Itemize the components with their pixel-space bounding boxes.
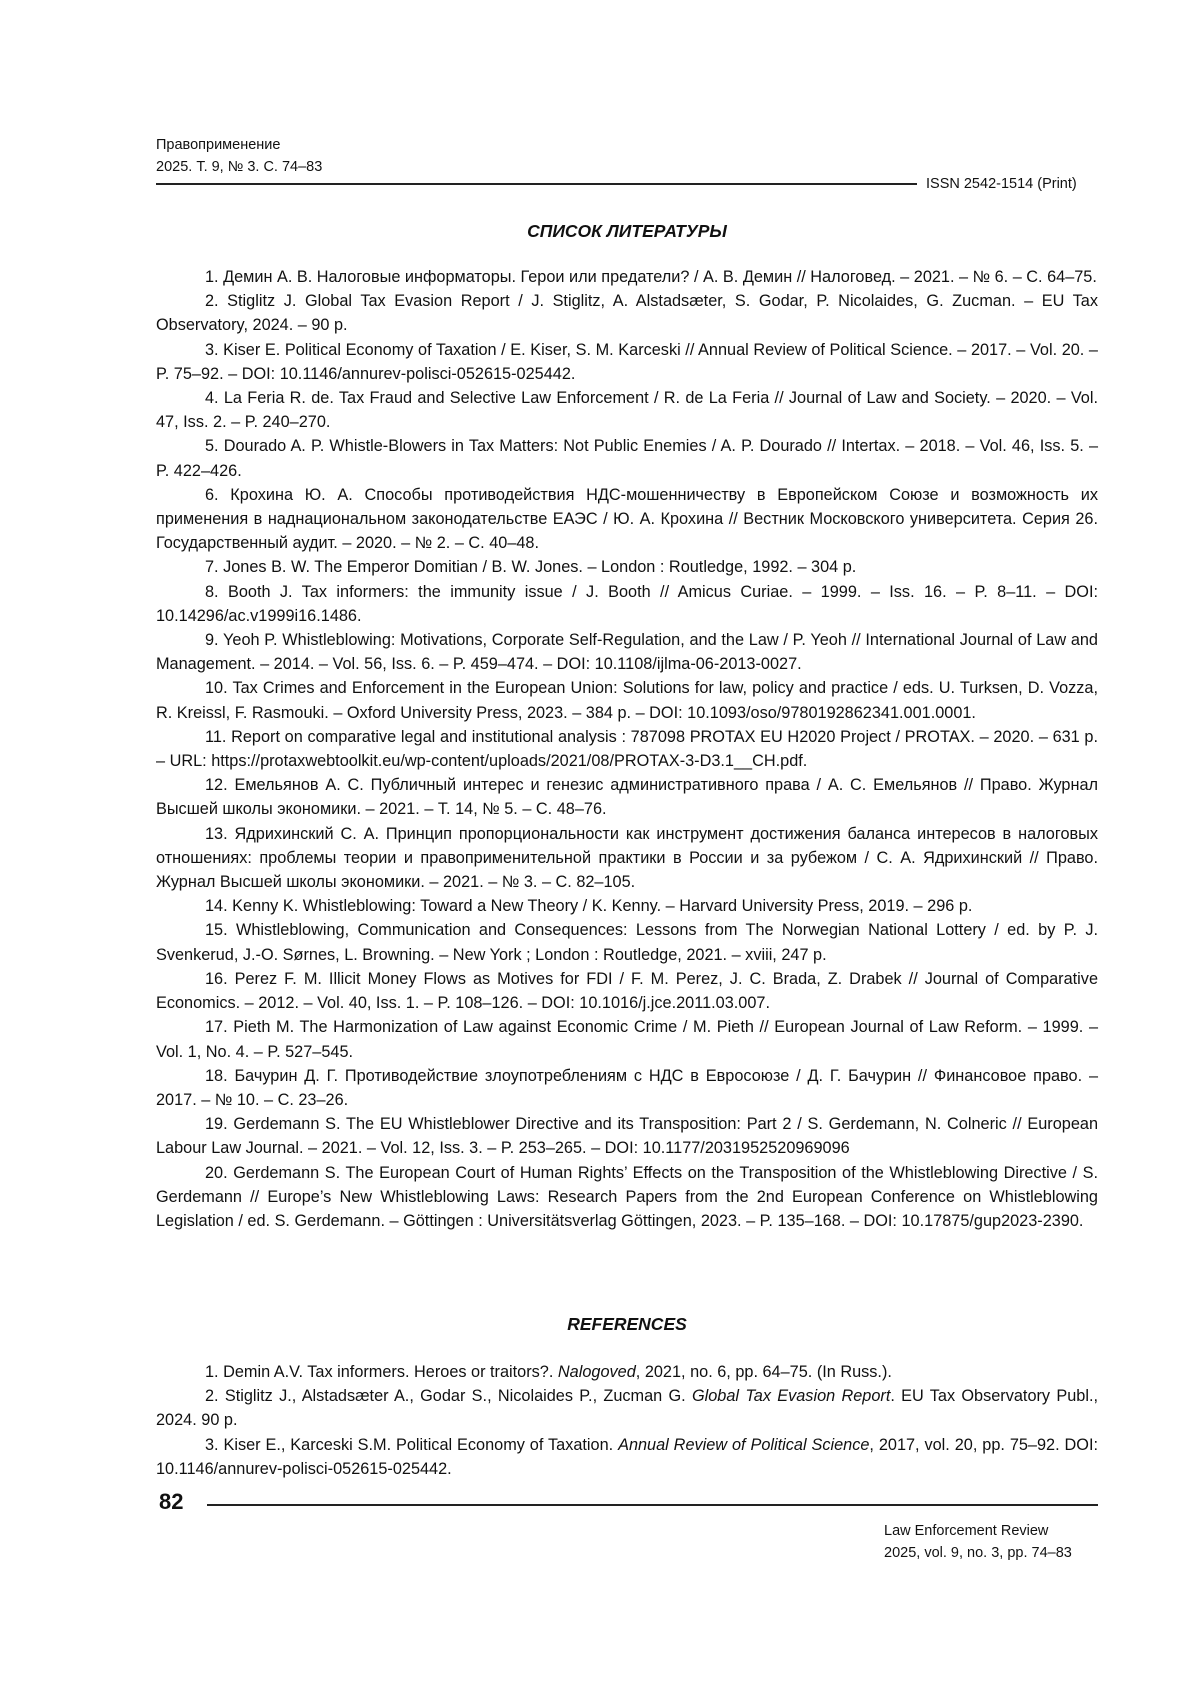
reference-item: 14. Kenny K. Whistleblowing: Toward a New Theory / K. Kenny. – Harvard University Press, 2019. – 296 p. [205,897,973,916]
russian-references-title: СПИСОК ЛИТЕРАТУРЫ [527,221,727,241]
reference-item: 16. Perez F. M. Illicit Money Flows as Motives for FDI / F. M. Perez, J. C. Brada, Z. Drabek // Journal of Comparative Economics. – 2012. – Vol. 40, Iss. 1. – P. 108–126. – DOI: 10.1016/j.jce.2011.03.007. [156,969,1098,1013]
reference-item: 10. Tax Crimes and Enforcement in the European Union: Solutions for law, policy and practice / eds. U. Turksen, D. Vozza, R. Kreissl, F. Rasmouki. – Oxford University Press, 2023. – 384 p. – DOI: 10.1093/oso/9780192862341.001.0001. [156,679,1098,722]
page-number: 82 [159,1489,184,1514]
english-references-title: REFERENCES [567,1314,687,1334]
reference-item: 12. Емельянов А. С. Публичный интерес и генезис административного права / А. С. Емельянов // Право. Журнал Высшей школы экономики. – 2021. – Т. 14, № 5. – С. 48–76. [156,776,1098,819]
reference-item: 13. Ядрихинский С. А. Принцип пропорциональности как инструмент достижения баланса интересов в налоговых отношениях: проблемы теории и правоприменительной практики в России и за рубежом / С. А. Ядрихинский // Право. Журнал Высшей школы экономики. – 2021. – № 3. – С. 82–105. [156,824,1098,892]
reference-item: 2. Stiglitz J. Global Tax Evasion Report / J. Stiglitz, A. Alstadsæter, S. Godar, P. Nicolaides, G. Zucman. – EU Tax Observatory, 2024. – 90 p. [156,292,1098,335]
reference-item: 11. Report on comparative legal and institutional analysis : 787098 PROTAX EU H2020 Project / PROTAX. – 2020. – 631 p. – URL: https://protaxwebtoolkit.eu/wp-content/uploads/2021/08/PROTAX-3-D3.1__CH.pdf. [156,727,1098,771]
reference-item: 19. Gerdemann S. The EU Whistleblower Directive and its Transposition: Part 2 / S. Gerdemann, N. Colneric // European Labour Law Journal. – 2021. – Vol. 12, Iss. 3. – P. 253–265. – DOI: 10.1177/2031952520969096 [156,1115,1098,1158]
reference-item: 1. Demin A.V. Tax informers. Heroes or traitors?. Nalogoved, 2021, no. 6, pp. 64–75. (In Russ.). [205,1363,892,1381]
footer-issue-info: 2025, vol. 9, no. 3, pp. 74–83 [884,1545,1072,1561]
reference-item: 9. Yeoh P. Whistleblowing: Motivations, Corporate Self-Regulation, and the Law / P. Yeoh // International Journal of Law and Management. – 2014. – Vol. 56, Iss. 6. – P. 459–474. – DOI: 10.1108/ijlma-06-2013-0027. [156,631,1098,674]
reference-item: 20. Gerdemann S. The European Court of Human Rights’ Effects on the Transposition of the Whistleblowing Directive / S. Gerdemann // Europe’s New Whistleblowing Laws: Research Papers from the 2nd European Conference on Whistleblowing Legislation / ed. S. Gerdemann. – Göttingen : Universitätsverlag Göttingen, 2023. – P. 135–168. – DOI: 10.17875/gup2023-2390. [156,1163,1098,1230]
footer-journal-title: Law Enforcement Review [884,1523,1049,1539]
reference-item: 6. Крохина Ю. А. Способы противодействия НДС-мошенничеству в Европейском Союзе и возможность их применения в наднациональном законодательстве ЕАЭС / Ю. А. Крохина // Вестник Московского университета. Серия 26. Государственный аудит. – 2020. – № 2. – С. 40–48. [156,485,1098,553]
header-journal-title: Правоприменение [156,137,281,153]
reference-item: 3. Kiser E. Political Economy of Taxation / E. Kiser, S. M. Karceski // Annual Review of Political Science. – 2017. – Vol. 20. – P. 75–92. – DOI: 10.1146/annurev-polisci-052615-025442. [156,340,1098,383]
reference-item: 8. Booth J. Tax informers: the immunity issue / J. Booth // Amicus Curiae. – 1999. – Iss. 16. – P. 8–11. – DOI: 10.14296/ac.v1999i16.1486. [156,582,1098,625]
reference-item: 3. Kiser E., Karceski S.M. Political Economy of Taxation. Annual Review of Political Science, 2017, vol. 20, pp. 75–92. DOI: 10.1146/annurev-polisci-052615-025442. [156,1435,1098,1478]
header-issue-info: 2025. Т. 9, № 3. С. 74–83 [156,159,323,175]
reference-item: 15. Whistleblowing, Communication and Consequences: Lessons from The Norwegian National Lottery / ed. by P. J. Svenkerud, J.-O. Sørnes, L. Browning. – New York ; London : Routledge, 2021. – xviii, 247 p. [156,921,1098,964]
reference-item: 2. Stiglitz J., Alstadsæter A., Godar S., Nicolaides P., Zucman G. Global Tax Evasion Report. EU Tax Observatory Publ., 2024. 90 p. [156,1387,1098,1430]
reference-item: 7. Jones B. W. The Emperor Domitian / B. W. Jones. – London : Routledge, 1992. – 304 p. [205,558,857,577]
reference-item: 18. Бачурин Д. Г. Противодействие злоупотреблениям с НДС в Евросоюзе / Д. Г. Бачурин // Финансовое право. – 2017. – № 10. – С. 23–26. [156,1066,1098,1109]
running-header [156,134,322,178]
english-reference-list [156,1360,1098,1481]
russian-reference-list [156,265,1098,1233]
reference-item: 4. La Feria R. de. Tax Fraud and Selective Law Enforcement / R. de La Feria // Journal of Law and Society. – 2020. – Vol. 47, Iss. 2. – P. 240–270. [156,389,1098,432]
footer-rule [207,1504,1098,1506]
reference-item: 1. Демин А. В. Налоговые информаторы. Герои или предатели? / А. В. Демин // Налоговед. – 2021. – № 6. – С. 64–75. [205,268,1097,286]
running-footer [884,1520,1072,1564]
reference-item: 17. Pieth M. The Harmonization of Law against Economic Crime / M. Pieth // European Journal of Law Reform. – 1999. – Vol. 1, No. 4. – P. 527–545. [156,1018,1098,1061]
reference-item: 5. Dourado A. P. Whistle-Blowers in Tax Matters: Not Public Enemies / A. P. Dourado // Intertax. – 2018. – Vol. 46, Iss. 5. – P. 422–426. [156,437,1098,480]
header-rule [156,183,917,185]
header-issn: ISSN 2542-1514 (Print) [926,176,1077,192]
